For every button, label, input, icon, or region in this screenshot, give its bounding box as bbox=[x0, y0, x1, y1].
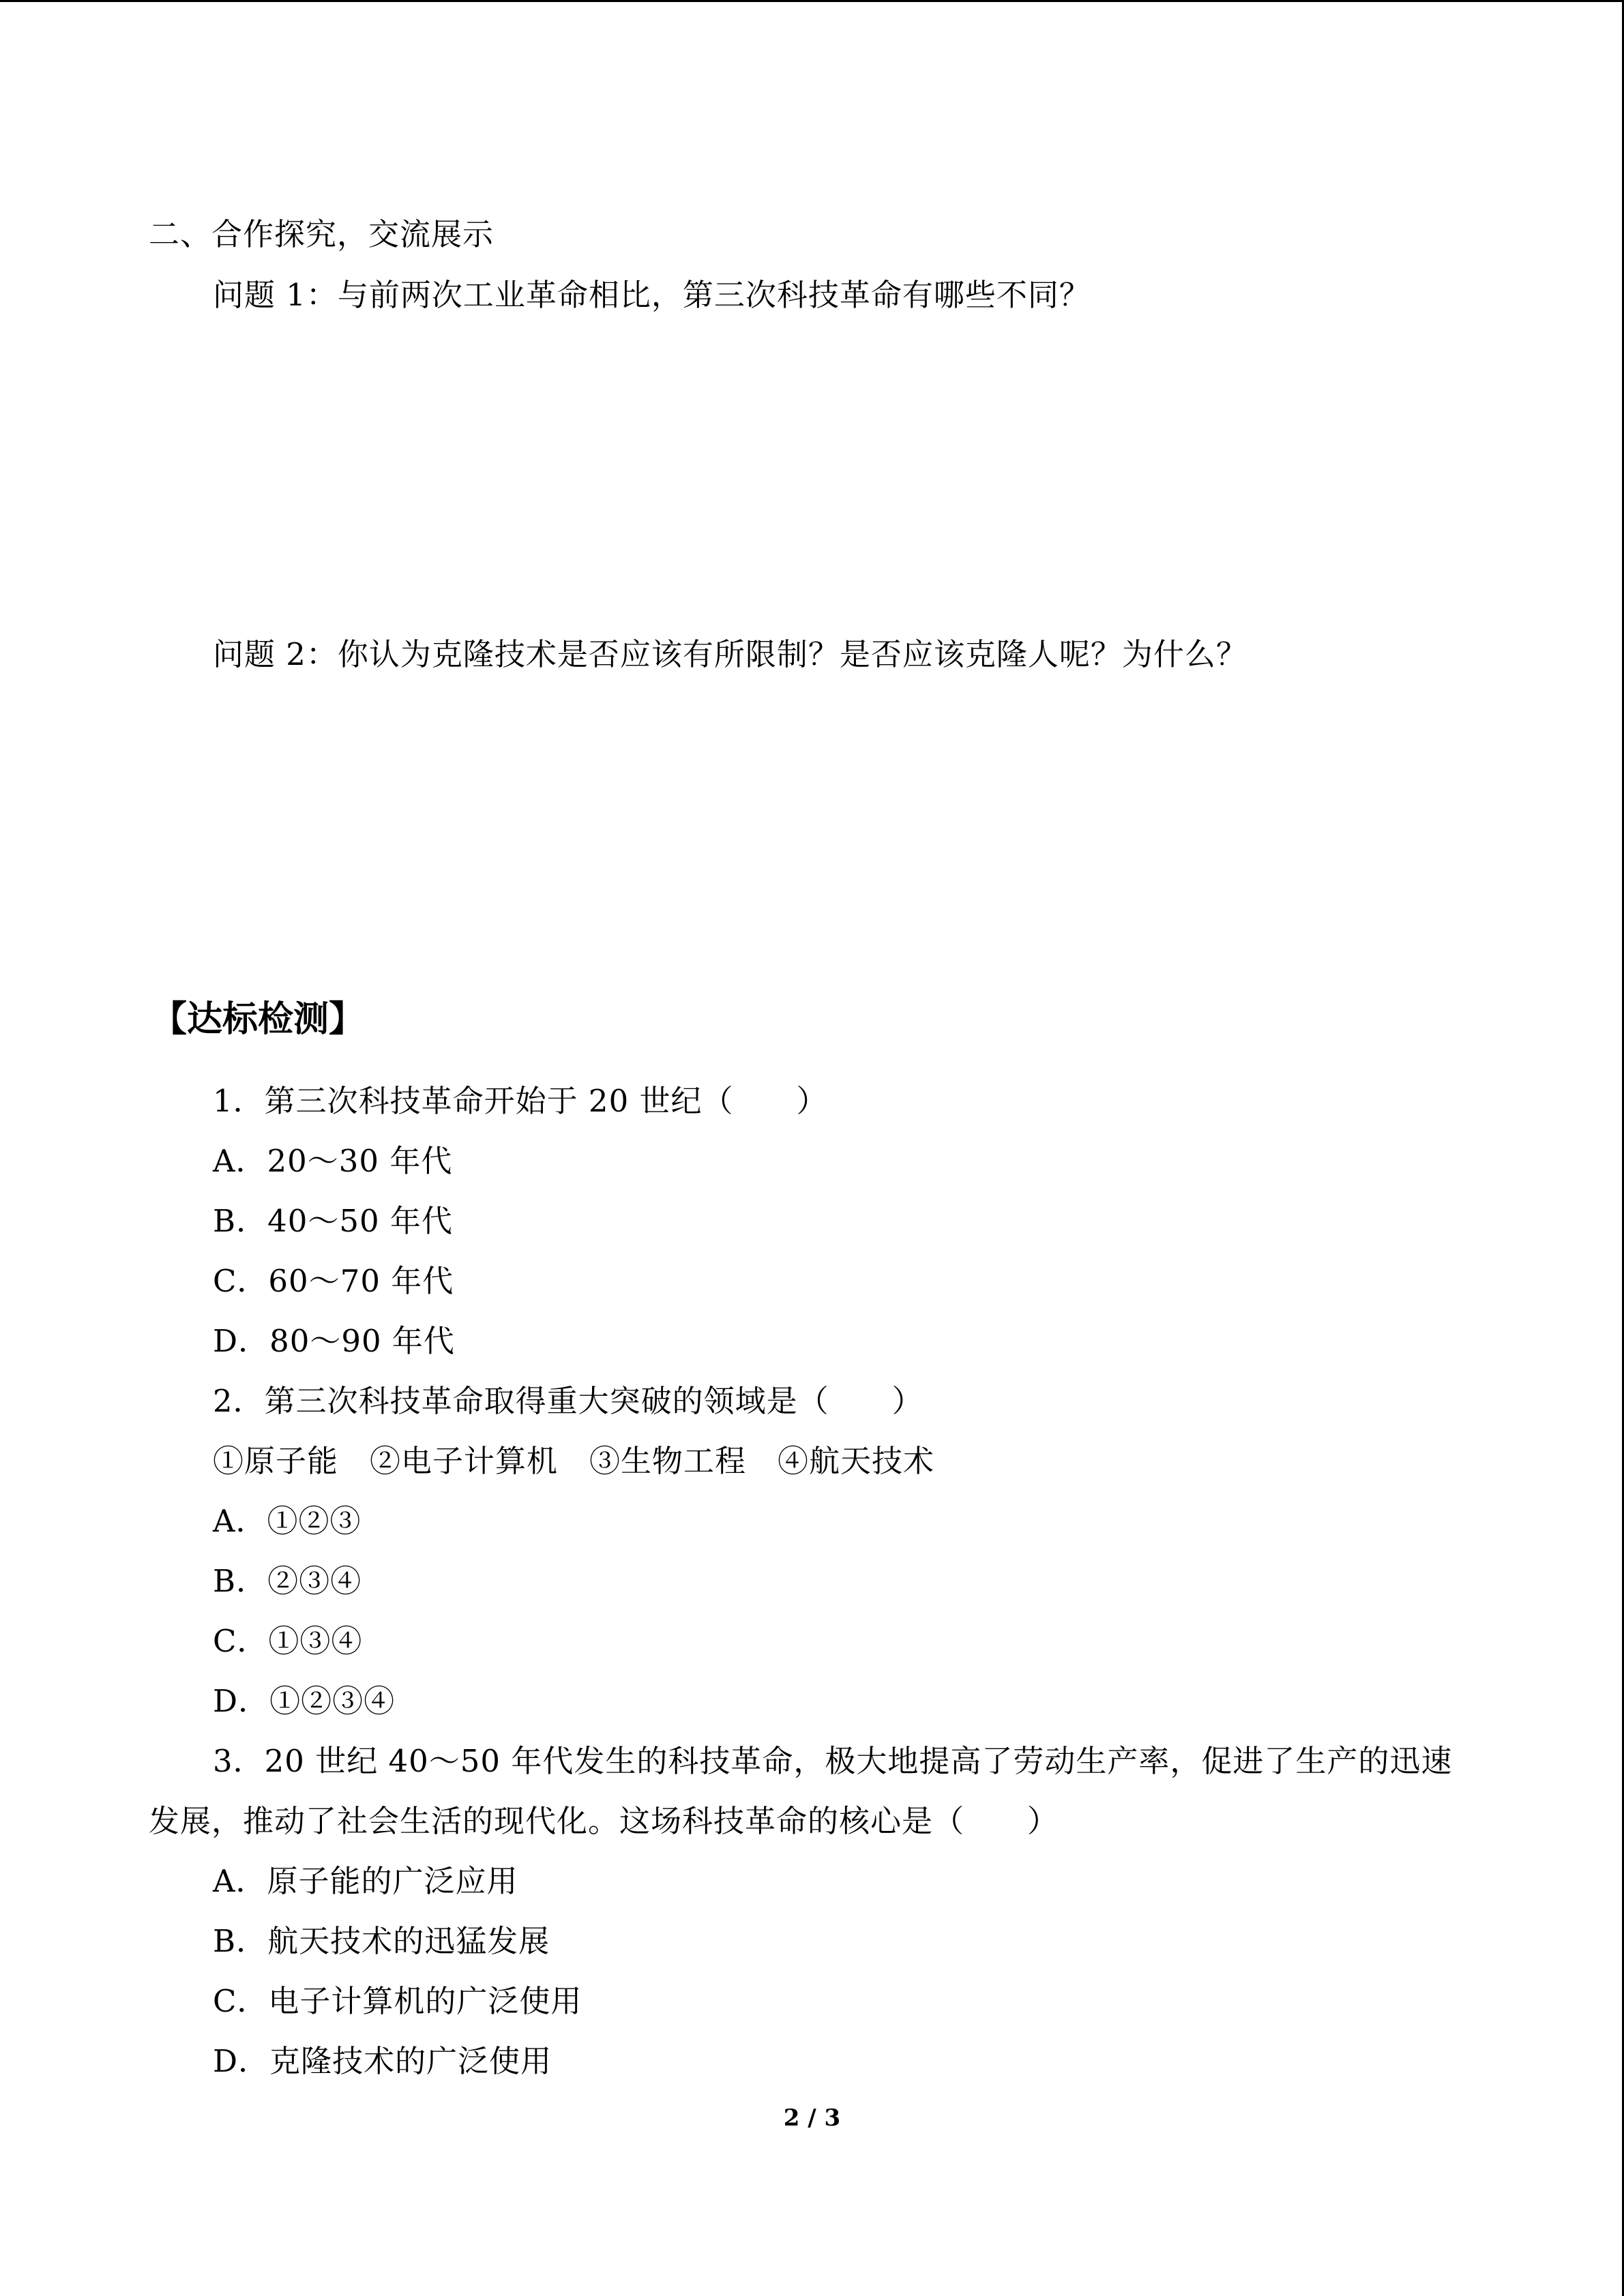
mc-question-3-stem-line-1: 3．20 世纪 40～50 年代发生的科技革命，极大地提高了劳动生产率，促进了生产的迅速 bbox=[213, 1743, 1453, 1779]
page-border-top bbox=[0, 0, 1624, 2]
mc-question-3-option-a: A．原子能的广泛应用 bbox=[213, 1863, 518, 1899]
mc-question-1-option-c: C．60～70 年代 bbox=[213, 1263, 454, 1299]
mc-question-1-option-d: D．80～90 年代 bbox=[213, 1323, 455, 1359]
mc-question-2-items: ①原子能 ②电子计算机 ③生物工程 ④航天技术 bbox=[213, 1443, 935, 1479]
page-number: 2 / 3 bbox=[783, 2104, 841, 2132]
mc-question-1-stem: 1．第三次科技革命开始于 20 世纪（ ） bbox=[213, 1083, 828, 1119]
test-heading: 【达标检测】 bbox=[151, 999, 365, 1040]
mc-question-2-option-a: A．①②③ bbox=[213, 1503, 361, 1539]
question-1: 问题 1：与前两次工业革命相比，第三次科技革命有哪些不同？ bbox=[213, 277, 1091, 313]
mc-question-2-stem: 2．第三次科技革命取得重大突破的领域是（ ） bbox=[213, 1383, 924, 1419]
section-title: 二、合作探究，交流展示 bbox=[149, 216, 494, 252]
mc-question-2-option-b: B．②③④ bbox=[213, 1563, 362, 1599]
mc-question-3-option-b: B．航天技术的迅猛发展 bbox=[213, 1923, 550, 1959]
question-2: 问题 2：你认为克隆技术是否应该有所限制？是否应该克隆人呢？为什么？ bbox=[213, 636, 1247, 672]
mc-question-3-option-d: D．克隆技术的广泛使用 bbox=[213, 2043, 552, 2079]
mc-question-3-stem-line-2: 发展，推动了社会生活的现代化。这场科技革命的核心是（ ） bbox=[149, 1803, 1059, 1839]
mc-question-2-option-d: D．①②③④ bbox=[213, 1683, 396, 1719]
mc-question-2-option-c: C．①③④ bbox=[213, 1623, 363, 1659]
mc-question-1-option-a: A．20～30 年代 bbox=[213, 1143, 453, 1179]
mc-question-1-option-b: B．40～50 年代 bbox=[213, 1203, 453, 1239]
mc-question-3-option-c: C．电子计算机的广泛使用 bbox=[213, 1983, 582, 2019]
